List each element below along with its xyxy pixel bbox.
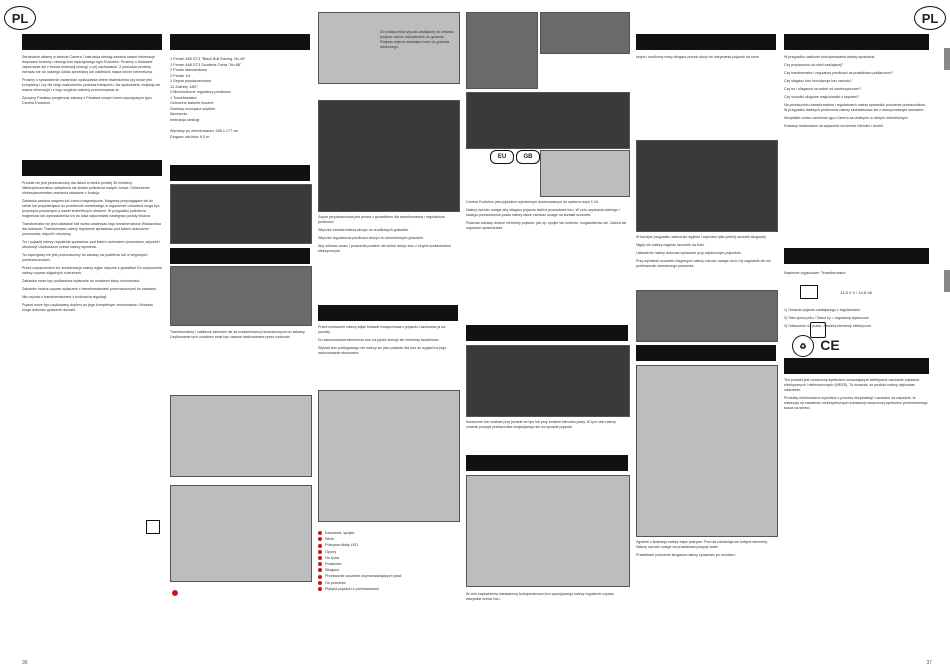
barrier-photo — [170, 485, 312, 582]
faq-item: Czy tor i slizgacze sa wolne od zanieczyszczen? — [784, 87, 862, 91]
parts-item: 1 Ferrari 488 GT3 Scuderia Corsa "No.88" — [170, 62, 242, 67]
section-header — [784, 34, 929, 50]
legend-item: Plytyka pojazdu z przekladniami — [318, 586, 458, 592]
contact-paragraph: Dostawy realizowane sa wylacznie na terenie Niemiec i Austrii. — [784, 124, 884, 128]
contact-paragraph: Wszystkie czesci zamienne typu Carrera sa dostepne w sklepie internetowym. — [784, 116, 909, 120]
weee-text — [784, 378, 929, 414]
safety-bullet: Nie uzywac z transformatorami z trudnoscia regulacji. — [22, 295, 108, 299]
region-flag: GB — [516, 150, 540, 164]
direction-paragraph: Konieczne lub mozliwe przy jezdzie do tylu lub przy zmianie kierunku jazdy. W tym celu nalezy zmienic pozycje przelacznika znajdujacego sie na spodzie pojazdu. — [466, 420, 616, 429]
language-badge-left: PL — [4, 6, 36, 30]
class-symbol-icon — [146, 520, 160, 534]
page-number-left: 36 — [22, 660, 28, 666]
parts-item: Ochronne barierki boczne — [170, 101, 214, 105]
section-header — [636, 34, 776, 50]
transformer-note — [170, 330, 310, 343]
dimensions-text: Wymiary po zmontowaniu: 285 x 177 cm — [170, 129, 239, 133]
legend-item: Opony — [318, 549, 458, 555]
page-number-right: 37 — [926, 660, 932, 666]
side-tab — [944, 48, 950, 70]
chassis-paragraph: Prawidlowe polozenie slizgacza nalezy sprawdzic po montazu. — [636, 553, 736, 557]
safety-bullet: Tor wyscigowy nie jest przeznaczony do zabawy na powietrzu lub w wilgotnych pomieszczeniach. — [22, 253, 148, 262]
brush-bullet: Ustawienie nalezy dokonac wylacznie przy wylaczonym pojezdzie. — [636, 251, 742, 255]
car-text — [466, 200, 628, 234]
guide-keel-photo — [636, 140, 778, 232]
section-header — [784, 358, 929, 374]
connector-note: Aby uniknac zwarc i porazenia pradem nie wolno laczyc toru z innymi urzadzeniami elektrycznymi. — [318, 244, 451, 253]
voltage-input: 14,8 V — [840, 290, 852, 295]
connector-bullet: Wtyczke transformatora wlozyc do srodkowych gniazdek. — [318, 228, 410, 232]
section-header — [170, 248, 310, 264]
car-side-photo — [540, 150, 630, 197]
parts-item: Akcesoria — [170, 112, 187, 116]
cleaning-photo — [466, 475, 630, 587]
parts-list — [170, 57, 310, 140]
parts-item: 1 Ferrari 488 GT3 "Black Bull Racing, No.46" — [170, 57, 246, 61]
connection-text — [380, 30, 458, 53]
tech-list — [784, 308, 929, 332]
assembly-paragraph: Przed montazem nalezy zdjac blokade transportowa z pojazdu i zachowac ja na pozniej. — [318, 325, 446, 334]
assembly-text — [318, 325, 458, 359]
safety-paragraph: Produkt nie jest przeznaczony dla dzieci w wieku ponizej 36 miesiecy. Niebezpieczenstwo udlawienia sie skutek polkniecia malych czesci. Ostrzezenie: niebezpieczenstwo zranienia zwiazane z funkcja. — [22, 181, 151, 195]
parts-item: Zestawy mocujace szybkie — [170, 106, 216, 111]
tech-item: 1) Gniazdo pojazdu zasilajacego z regulatorami. — [784, 308, 861, 312]
safety-paragraph: Zabawka zawiera magnes lub czesci magnetyczne. Magnesy przyciagajace sie do siebie lub przywierajace do przedmiotu metalowego w organizmie czlowieka moga byc przyczyna powaznych a nawet smiertelnych obrazen. W przypadku polkniecia magnesow lub wprowadzenia ich do ciala natychmiast zasiegnac porady lekarza. — [22, 199, 160, 218]
chassis-photo — [636, 365, 778, 537]
track-assembly-photo — [170, 266, 312, 326]
direction-switch-photo — [466, 345, 630, 417]
tech-item: 3) Odlaczenie od pradu. Zawiera elementy elektryczne. — [784, 324, 872, 328]
weee-paragraph: Produkty elektroniczne wycofane z procesu eksploatacji i usuwane na odpadzie, te wskazuja na zawartosc niebezpiecznych substancji oznaczonej symbolem przekreslonego kosza na smieci. — [784, 396, 928, 410]
connector-bullet: Wtyczke regulatorow predkosci wlozyc do zewnetrznych gniazdek. — [318, 236, 424, 240]
ce-mark-icon: CE — [820, 337, 840, 353]
car-exploded-photo — [318, 390, 460, 522]
step-marker — [172, 590, 178, 596]
section-header — [466, 455, 628, 471]
safety-bullet: Przed czyszczeniem tor, konserwacja nalezy wyjac wtyczke z gniazdka! Do czyszczenia nalezy uzywac wilgotnych sciereczek. — [22, 266, 163, 275]
parts-item: 2 Proste standardowe — [170, 68, 207, 72]
track-length-text: Dlugosc odcinka: 6,3 m — [170, 134, 210, 139]
parts-item: 1 Transformator — [170, 95, 197, 100]
car-paragraph: Podczas zabawy drobne elementy pojazdu, jak np. spojler lub lusterko, mogaodlamac sie. Zaleca sie regularne sprawdzanie. — [466, 221, 627, 230]
brush-bullets — [636, 235, 776, 272]
weee-paragraph: Ten produkt jest oznaczony symbolem oznaczajacym selektywne usuwanie odpadow elektrycznych i elektronicznych (WEEE). To oznacza, ze produkt nalezy utylizowac oddzielnie. — [784, 378, 920, 392]
safety-bullet: Tor i pojazdy nalezy regularnie sprawdzac pod katem uszkodzen przewodow, wtyczek i obudowy! Uszkodzone czesci nalezy wymienic. — [22, 240, 161, 249]
chassis-paragraph: Zgodnie z ilustracja nalezy zdjac pokrywe. Pod nia odslaniaja sie kolejne elementy. Nalezy zwrocic uwage na prawidlowa pozycje kolek. — [636, 540, 768, 549]
section-header — [318, 305, 458, 321]
safety-bullet: Zabawke mozna uzywac wylacznie z transformatorami przeznaczonymi do zabawek. — [22, 287, 158, 291]
legend-item: Os przednia — [318, 580, 458, 586]
region-flag: EU — [490, 150, 514, 164]
voltage-spec — [840, 290, 920, 295]
disposal-note: Pojazd moze byc uzytkowany dopiero po jego kompletnym zmontowaniu. Montazu moga dokonac wylacznie doroslri. — [22, 303, 154, 312]
section-header — [22, 34, 162, 50]
brush-paragraph: Przy wymianie szczotek slizgowych nalezy zwrocic uwage na to, by zaginanie sie nie przekraczalo okreslonego polozenia. — [636, 259, 772, 268]
section-header — [170, 34, 310, 50]
faq-text — [784, 55, 929, 132]
brush-paragraph: szyna i srodkowy nowy slizgacz przodu sluzy do utrzymania pojazdu na torze. — [636, 55, 760, 59]
car-front-photo — [540, 12, 630, 54]
legend-item: Podwozie — [318, 561, 458, 567]
section-header — [22, 160, 162, 176]
intro-paragraph: Prosimy o sprawdzenie zawartosci opakowania celem stwierdzenia czy towar jest kompletny i czy nie ulegl uszkodzeniu podczas transportu. Na opakowaniu znajduja sie wazne informacje i z tego wzgledu radzimy przechowywac je. — [22, 78, 161, 92]
parts-item: 2 Mechaniczne regulatory predkosci — [170, 90, 231, 94]
section-header — [170, 165, 310, 181]
safety-bullet: Zabawka moze byc podlaczona wylacznie do urzadzen klasy ochronnosci. — [22, 279, 141, 283]
chassis-text — [636, 540, 776, 561]
legend-item: Przelacznik szczotek doprowadzajacych prad — [318, 573, 458, 579]
language-badge-right: PL — [914, 6, 946, 30]
parts-legend — [318, 530, 458, 592]
brush-bullet: W kazdym przypadku zaleca sie wyjecie i wymiane tylko jednej szczotki slizgowej. — [636, 235, 767, 239]
legend-item: Karoseria, spojler — [318, 530, 458, 536]
intro-text — [22, 55, 162, 109]
side-tab — [944, 270, 950, 292]
parts-item: 1 Szyna przylaczeniowa — [170, 79, 211, 83]
brush-detail-photo — [636, 290, 778, 342]
connector-text — [318, 215, 458, 257]
voltage-value: Transformator — [820, 270, 846, 275]
safety-text — [22, 181, 162, 316]
assembly-paragraph: Do zamocowania elementow toru na plycie stosuje sie elementy lacznikowe. — [318, 338, 440, 342]
voltage-section — [784, 270, 929, 275]
legend-item: Slizgacz — [318, 567, 458, 573]
track-piece-photo — [170, 395, 312, 477]
faq-item: Czy szczotki slizgowe maja kontakt z szynami? — [784, 95, 860, 99]
transformer-paragraph: Transformatory i zasilacze sieciowe nie sa urzadzeniami przeznaczonymi do zabawy. Uzytkowanie tych urzadzen musi byc zawsze nadzorowane przez rodzicow. — [170, 330, 306, 339]
voltage-label: Napiecie wyjsciowe: — [784, 270, 820, 275]
tech-item: 2) Stan spoczynku / Stand by = regulatory wylaczone. — [784, 316, 870, 320]
safety-bullet: Transformator nie jest zabawka! Nie wolno zawieszac tego transformatora! Wskazowka dla rodzicow: Transformator nalezy regularnie sprawdzac pod katem uszkodzen przewodow, wtyczki i obudowy. — [22, 222, 161, 236]
section-header — [466, 325, 628, 341]
faq-item: Czy slizgacz toru funkcjonuje bez zarzutu? — [784, 79, 852, 83]
legend-item: Pokrywa diody LED — [318, 542, 458, 548]
section-header — [636, 345, 776, 361]
legend-item: Silnik — [318, 536, 458, 542]
track-photo — [170, 184, 312, 244]
voltage-output: 0 / 14,8 VA — [852, 290, 873, 295]
cleaning-paragraph: W celu zapewnienia nastawionej funkcjonalnosci toru wyscigowego nalezy regularnie czyscic wszystkie czesci toru. — [466, 592, 615, 601]
connector-paragraph: Szyne przylaczeniowa jest prosta z gniazdkiem dla transformatora i regulatorow predkosci. — [318, 215, 445, 224]
assembly-paragraph: Wyklad toru podlogowego nie nalezy sie jako pokladu dla toru do wyglad na jego nadzorowanie stosowane. — [318, 346, 447, 355]
transformer-icon — [800, 285, 818, 299]
direction-text — [466, 420, 628, 433]
intro-paragraph: Serdecznie witamy w swiecie Carrera ! Instrukcja obslugi zawiera wazne informacje dotyczace budowy i obslugi toru wyscigowego typu Evolution. Prosimy o dokladne zapoznanie sie z trescia instrukcji obslugi i o jej zachowanie. Z powodow prosimy zwracac sie do naszego dzialu sprzedazy lub odwiedzic nasza strone internetowa. — [22, 55, 155, 74]
legend-item: Os tylna — [318, 555, 458, 561]
parts-item: Instrukcja obslugi — [170, 117, 200, 122]
connector-rail-photo — [318, 100, 460, 212]
car-paragraph: Carrera Evolution jest pojazdem wymiennym dostosowanym do systemu szyn 1:24. — [466, 200, 599, 204]
brush-bullet: Nigdy nie nalezy naginac szczotek na boki. — [636, 243, 705, 247]
faq-item: Czy przylaczono do sieci zasilajacej? — [784, 63, 844, 67]
intro-paragraph: Zyczymy Panstwu przyjemnej zabawy z Panstwa nowym torem wyscigowym typu Carrera Evolution. — [22, 96, 152, 105]
brush-text — [636, 55, 776, 63]
connection-paragraph: Do podlaczenia wtyczki zasilajacej do zestawu podpiac zlacze odpowiednie do gniazda. Podpiac wtyczki zasilajace trafo do gniazda sieciowego. — [380, 30, 455, 49]
faq-item: Czy transformator i regulatory predkosci sa prawidlowo podlaczone? — [784, 71, 893, 75]
car-paragraph: Nalezy zwrocic uwage aby slizgacz pojazdu trafil w prowadnice toru. W celu uzyskania dobrego i stalego przewodzenia pradu nalezy takze zwracac uwage na kontakt szczotek. — [466, 208, 620, 217]
section-header — [784, 248, 929, 264]
cleaning-text — [466, 592, 628, 605]
faq-paragraph: Na przelaczniku transformatora i regulatorach nalezy sprawdzic polozenie przelacznikow. W przypadku dalszych problemow nalezy skontaktowac sie z autoryzowanym serwisem. — [784, 103, 926, 112]
transformer-photo — [466, 92, 630, 149]
faq-intro: W przypadku zaklocen funkcjonowania nalezy sprawdzic: — [784, 55, 876, 59]
controller-photo — [466, 12, 538, 89]
parts-item: 12 Zakrety 1/60° — [170, 84, 198, 89]
recycle-icon: ♻ — [792, 335, 814, 357]
parts-item: 2 Proste 1/4 — [170, 73, 191, 78]
